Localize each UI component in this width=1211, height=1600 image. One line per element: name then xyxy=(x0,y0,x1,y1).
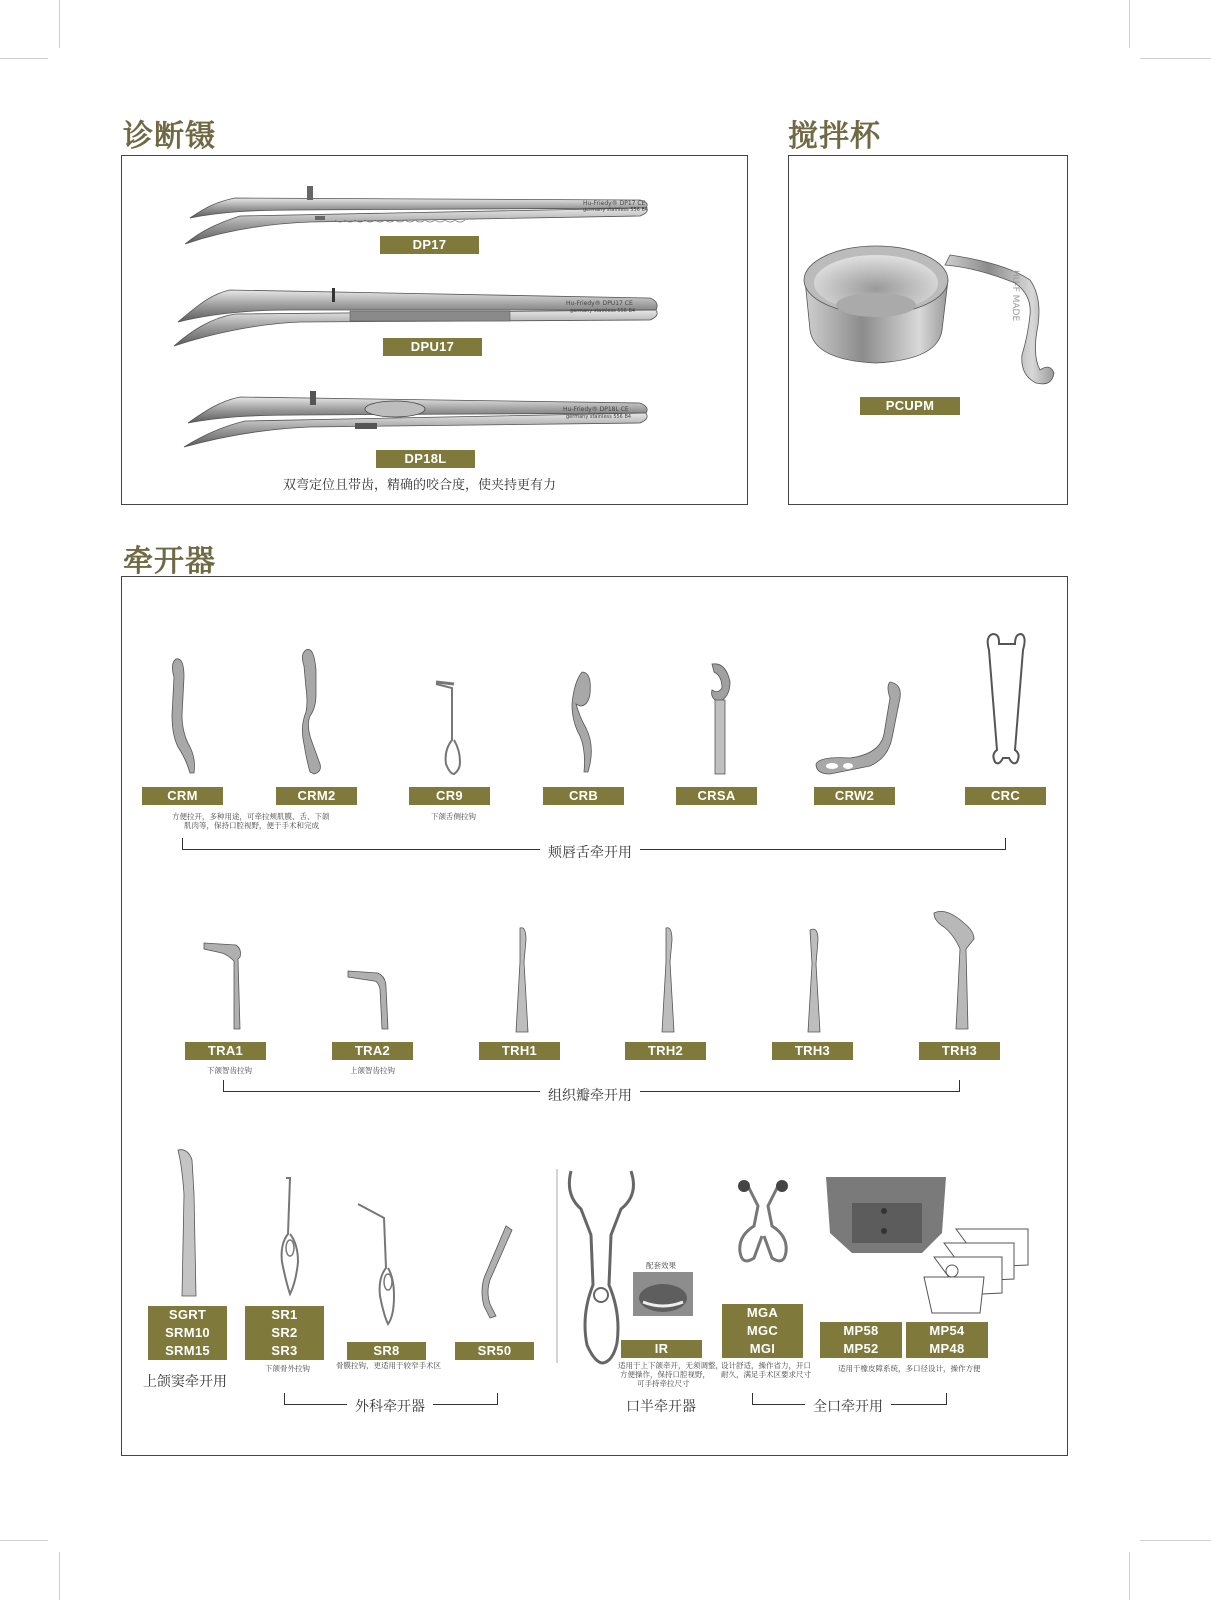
crop-mark xyxy=(59,1552,60,1600)
label-sr2: SR2 xyxy=(245,1324,324,1342)
crop-mark xyxy=(1140,58,1211,59)
label-dp18l: DP18L xyxy=(376,450,475,468)
forceps-dp18l-engraving-sub: germany stainless 556 B4 xyxy=(566,414,632,420)
label-mp58: MP58 xyxy=(820,1322,902,1340)
label-crw2: CRW2 xyxy=(814,787,895,805)
retractor-crc-image xyxy=(975,630,1035,770)
note-mg-line2: 耐久，满足手术区要求尺寸 xyxy=(721,1370,811,1379)
label-dpu17: DPU17 xyxy=(383,338,482,356)
note-ir-line2: 方便操作，保持口腔视野， xyxy=(620,1370,710,1379)
retractor-trh3b-image xyxy=(928,905,984,1033)
label-trh3-second: TRH3 xyxy=(919,1042,1000,1060)
group-label-row1: 颊唇舌牵开用 xyxy=(540,842,640,862)
crop-mark xyxy=(1129,0,1130,48)
label-trh1: TRH1 xyxy=(479,1042,560,1060)
crop-mark xyxy=(1129,1552,1130,1600)
retractor-crsa-image xyxy=(700,658,744,778)
label-crm2: CRM2 xyxy=(276,787,357,805)
note-sr1: 下颌骨外拉钩 xyxy=(265,1364,310,1373)
forceps-dp17-engraving: Hu-Friedy® DP17 CE xyxy=(583,200,646,207)
crop-mark xyxy=(0,1540,48,1541)
label-sr50: SR50 xyxy=(455,1342,534,1360)
label-sr8: SR8 xyxy=(347,1342,426,1360)
retractor-trh1-image xyxy=(510,922,534,1034)
note-cr9: 下颌舌侧拉钩 xyxy=(431,812,476,821)
label-sr3: SR3 xyxy=(245,1342,324,1360)
note-mg-line1: 设计舒适，操作省力，开口 xyxy=(721,1361,811,1370)
crop-mark xyxy=(0,58,48,59)
group-label-sinus: 上颌窦牵开用 xyxy=(143,1374,227,1390)
label-srm15: SRM15 xyxy=(148,1342,227,1360)
retractor-sr1-image xyxy=(274,1174,304,1300)
group-label-row2: 组织瓣牵开用 xyxy=(540,1085,640,1105)
label-tra1: TRA1 xyxy=(185,1042,266,1060)
label-mgi: MGI xyxy=(722,1340,803,1358)
note-mp: 适用于橡皮障系统，多口径设计，操作方便 xyxy=(838,1364,981,1373)
mouth-prop-cards-image xyxy=(922,1225,1032,1320)
label-tra2: TRA2 xyxy=(332,1042,413,1060)
ir-demo-photo xyxy=(633,1272,693,1316)
label-dp17: DP17 xyxy=(380,236,479,254)
label-crsa: CRSA xyxy=(676,787,757,805)
forceps-dpu17-engraving-sub: germany stainless 556 B4 xyxy=(570,308,636,314)
retractor-crm2-image xyxy=(292,646,342,778)
note-ir-line3: 可手持牵拉尺寸 xyxy=(637,1379,690,1388)
note-ir-line1: 适用于上下颌牵开，无须调整， xyxy=(618,1361,723,1370)
label-crb: CRB xyxy=(543,787,624,805)
retractor-sgrt-image xyxy=(172,1146,206,1301)
retractor-mg-image xyxy=(728,1176,798,1276)
label-cr9: CR9 xyxy=(409,787,490,805)
label-ir: IR xyxy=(621,1340,702,1358)
retractor-sr50-image xyxy=(476,1222,516,1322)
retractor-sr8-image xyxy=(354,1198,398,1328)
group-label-full: 全口牵开用 xyxy=(805,1396,891,1416)
ir-photo-caption: 配套效果 xyxy=(646,1261,676,1270)
crop-mark xyxy=(59,0,60,48)
note-crm-line2: 肌肉等，保持口腔视野，便于手术和完成 xyxy=(184,821,319,830)
label-sgrt: SGRT xyxy=(148,1306,227,1324)
crop-mark xyxy=(1140,1540,1211,1541)
section-title-forceps: 诊断镊 xyxy=(123,119,216,154)
label-mp48: MP48 xyxy=(906,1340,988,1358)
retractor-tra2-image xyxy=(344,965,394,1033)
retractor-cr9-image xyxy=(432,678,472,778)
label-trh3: TRH3 xyxy=(772,1042,853,1060)
label-mp52: MP52 xyxy=(820,1340,902,1358)
cup-engraving: HU-F MADE xyxy=(1010,270,1020,322)
retractor-tra1-image xyxy=(200,935,250,1033)
label-srm10: SRM10 xyxy=(148,1324,227,1342)
forceps-dp17-engraving-sub: germany stainless 556 B4 xyxy=(583,207,649,213)
forceps-dp18l-engraving: Hu-Friedy® DP18L CE xyxy=(563,406,629,413)
label-mgc: MGC xyxy=(722,1322,803,1340)
label-trh2: TRH2 xyxy=(625,1042,706,1060)
forceps-dpu17-engraving: Hu-Friedy® DPU17 CE xyxy=(566,300,633,307)
forceps-caption: 双弯定位且带齿，精确的咬合度，使夹持更有力 xyxy=(283,478,557,493)
label-pcupm: PCUPM xyxy=(860,397,960,415)
note-tra2: 上颌智齿拉钩 xyxy=(350,1066,395,1075)
note-tra1: 下颌智齿拉钩 xyxy=(207,1066,252,1075)
group-label-half: 口半牵开器 xyxy=(618,1396,704,1416)
retractor-crm-image xyxy=(160,655,210,780)
note-sr8: 骨膜拉钩，更适用于较窄手术区 xyxy=(336,1361,441,1370)
label-mga: MGA xyxy=(722,1304,803,1322)
label-mp54: MP54 xyxy=(906,1322,988,1340)
label-crm: CRM xyxy=(142,787,223,805)
section-title-cup: 搅拌杯 xyxy=(788,119,881,154)
label-crc: CRC xyxy=(965,787,1046,805)
label-sr1: SR1 xyxy=(245,1306,324,1324)
retractor-crw2-image xyxy=(810,678,910,778)
retractor-trh3-image xyxy=(802,924,826,1034)
group-label-surgical: 外科牵开器 xyxy=(347,1396,433,1416)
section-title-retractors: 牵开器 xyxy=(123,544,216,579)
retractor-trh2-image xyxy=(656,922,680,1034)
note-crm-line1: 方便拉开，多种用途，可牵拉颊肌膜、舌、下颌 xyxy=(172,812,330,821)
mixing-cup-image xyxy=(800,225,1060,400)
retractor-crb-image xyxy=(564,668,604,776)
